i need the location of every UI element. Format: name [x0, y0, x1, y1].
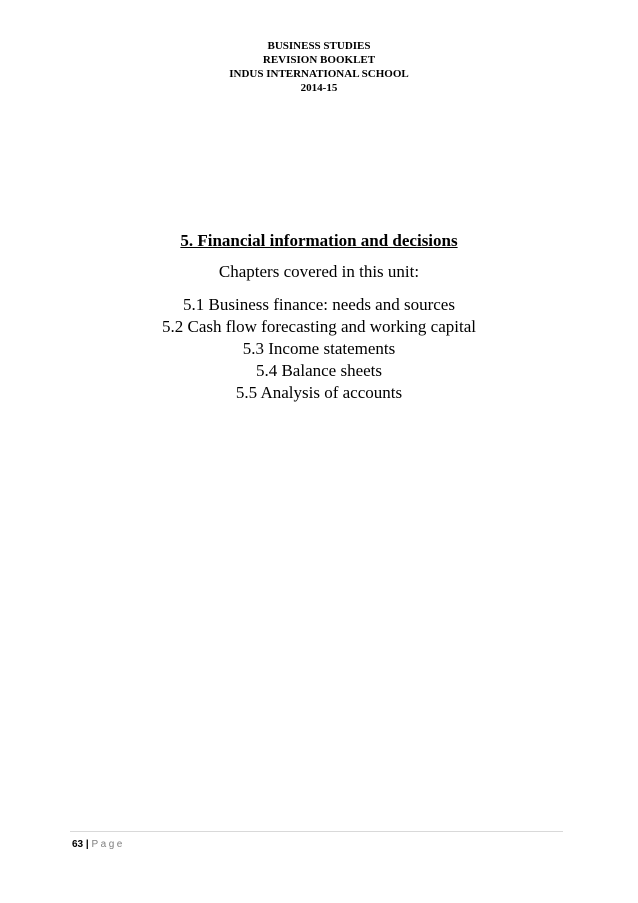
- header-year: 2014-15: [300, 82, 338, 94]
- header-booklet: REVISION BOOKLET: [262, 54, 376, 66]
- page-label: Page: [91, 839, 125, 850]
- footer-separator: |: [85, 839, 89, 850]
- chapter-list: [0, 294, 638, 404]
- header-school: INDUS INTERNATIONAL SCHOOL: [229, 68, 409, 80]
- document-header: [0, 39, 638, 95]
- chapter-item: 5.4 Balance sheets: [255, 361, 383, 380]
- chapter-item: 5.2 Cash flow forecasting and working capital: [162, 317, 476, 336]
- unit-title: 5. Financial information and decisions: [180, 231, 458, 250]
- chapter-item: 5.3 Income statements: [242, 339, 396, 358]
- page-number: 63: [72, 839, 84, 850]
- header-subject: BUSINESS STUDIES: [267, 40, 371, 52]
- chapters-intro: Chapters covered in this unit:: [218, 262, 420, 281]
- page-footer: [72, 838, 125, 852]
- footer-divider: [70, 831, 563, 832]
- chapter-item: 5.1 Business finance: needs and sources: [183, 295, 455, 314]
- chapter-item: 5.5 Analysis of accounts: [235, 383, 403, 402]
